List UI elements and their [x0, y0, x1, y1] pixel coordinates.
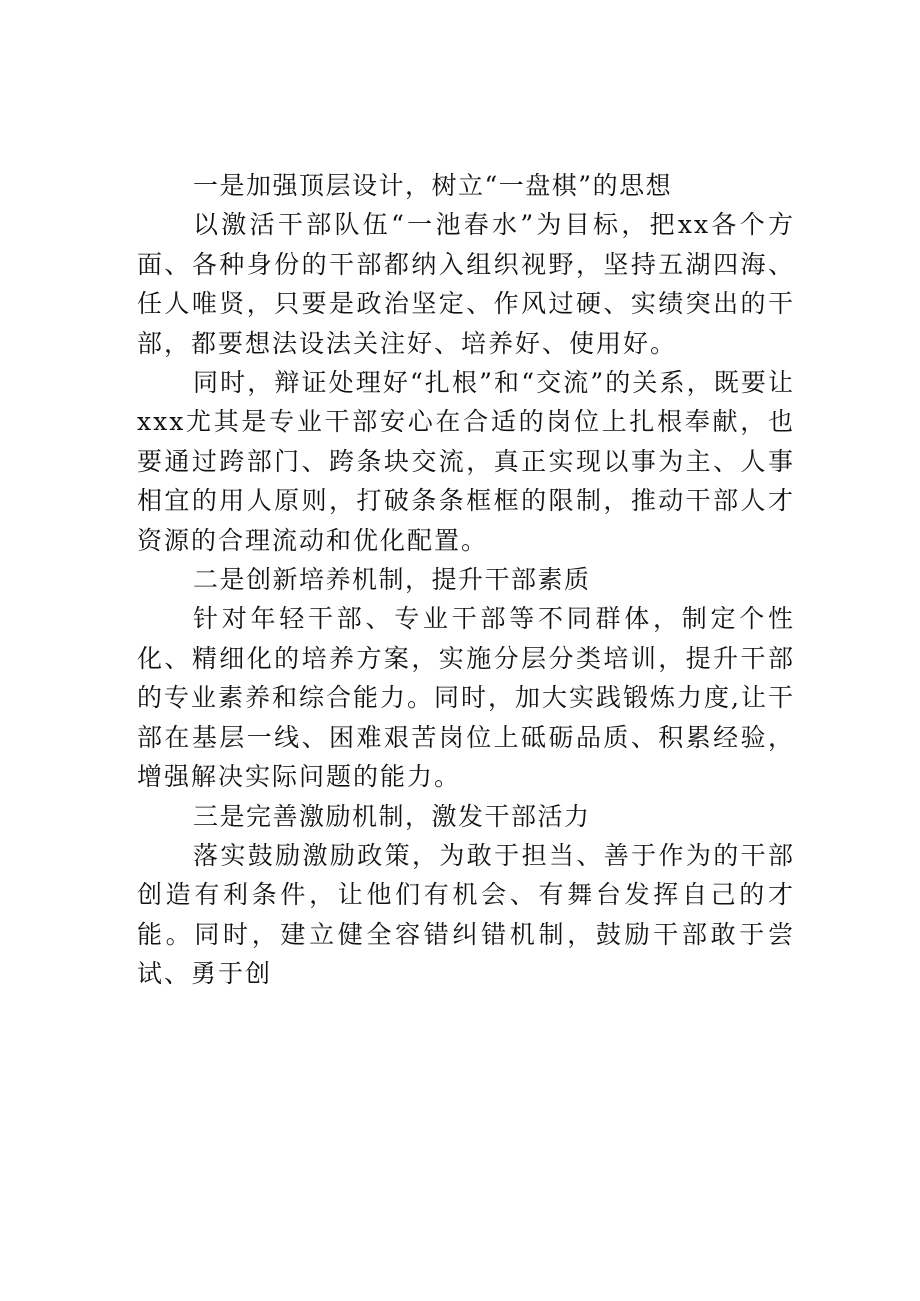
section-heading-1: 一是加强顶层设计，树立“一盘棋”的思想	[193, 171, 673, 200]
paragraph-1: 以激活干部队伍“一池春水”为目标，把xx各个方面、各种身份的干部都纳入组织视野，坚持五湖四海、任人唯贤，只要是政治坚定、作风过硬、实绩突出的干部，都要想法设法关注好、培养好、使用好。	[137, 210, 795, 358]
paragraph-2: 同时，辩证处理好“扎根”和“交流”的关系，既要让xxx尤其是专业干部安心在合适的岗位上扎根奉献，也要通过跨部门、跨条块交流，真正实现以事为主、人事相宜的用人原则，打破条条框框的限制，推动干部人才资源的合理流动和优化配置。	[137, 368, 795, 555]
document-body	[137, 166, 795, 994]
section-heading-2: 二是创新培养机制，提升干部素质	[193, 565, 591, 595]
paragraph-3: 针对年轻干部、专业干部等不同群体，制定个性化、精细化的培养方案，实施分层分类培训，提升干部的专业素养和综合能力。同时，加大实践锻炼力度,让干部在基层一线、困难艰苦岗位上砥砺品质、积累经验，增强解决实际问题的能力。	[137, 604, 795, 792]
section-heading-3: 三是完善激励机制，激发干部活力	[193, 801, 591, 831]
paragraph-4: 落实鼓励激励政策，为敢于担当、善于作为的干部创造有利条件，让他们有机会、有舞台发挥自己的才能。同时，建立健全容错纠错机制，鼓励干部敢于尝试、勇于创	[137, 840, 795, 989]
